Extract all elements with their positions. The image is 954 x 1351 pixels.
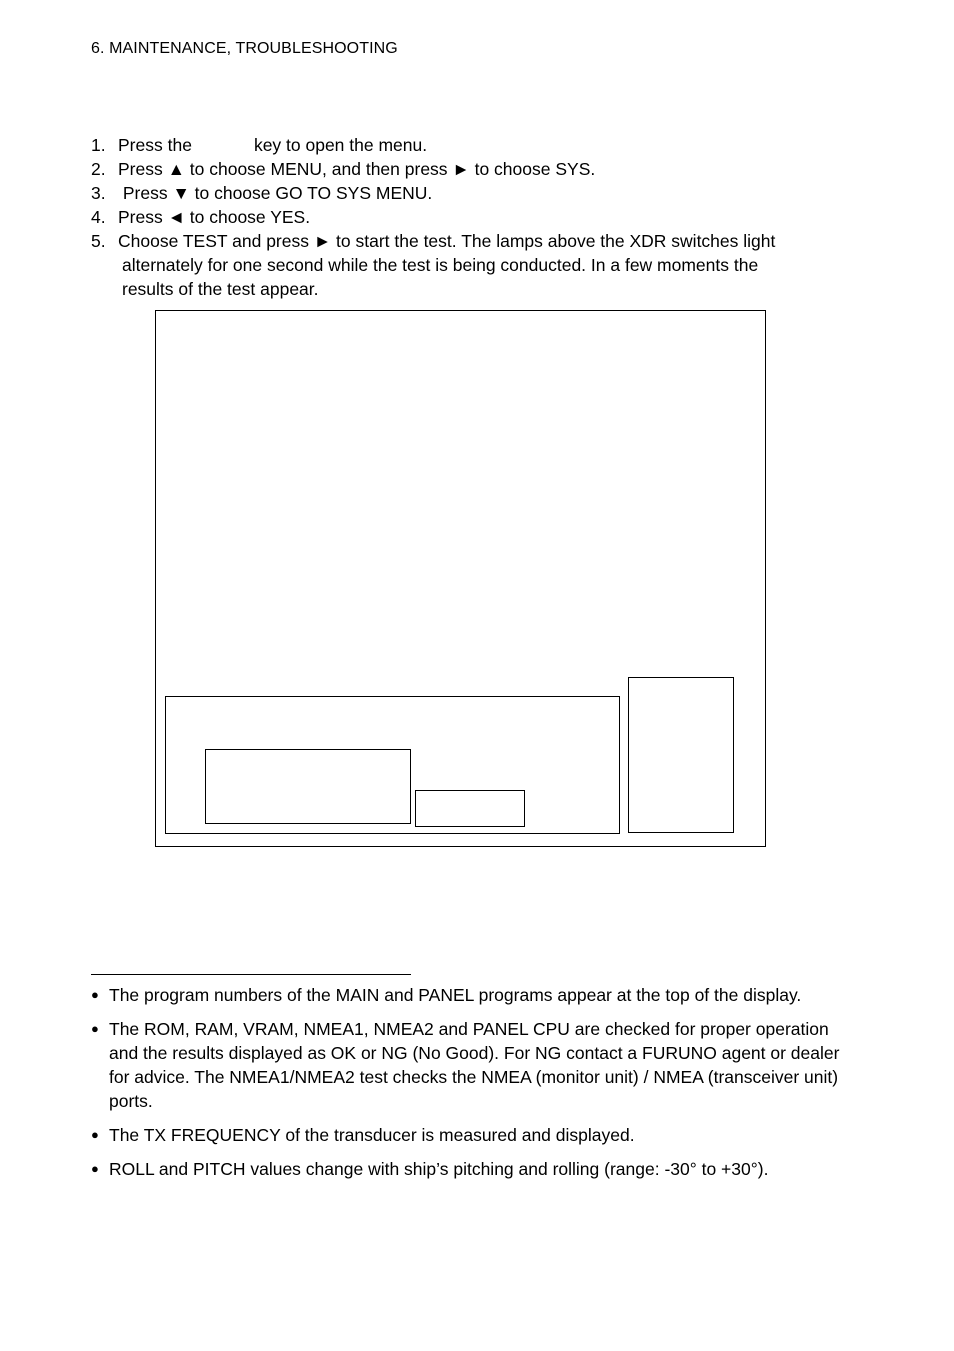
page-header: 6. MAINTENANCE, TROUBLESHOOTING — [91, 40, 398, 57]
bullet-icon: ● — [91, 1161, 99, 1176]
side-panel — [628, 677, 734, 833]
step-5 — [91, 229, 851, 253]
results-small-box — [415, 790, 525, 827]
step-3 — [91, 181, 851, 205]
section-divider — [91, 974, 411, 975]
step-number: 2. — [91, 159, 106, 179]
note-item — [91, 983, 861, 1007]
step-text: Choose TEST and press ► to start the test. The lamps above the XDR switches light — [118, 231, 776, 251]
step-5-continued: alternately for one second while the test is being conducted. In a few moments the — [122, 255, 759, 275]
note-text: The program numbers of the MAIN and PANEL programs appear at the top of the display. — [109, 985, 802, 1005]
step-number: 5. — [91, 231, 106, 251]
step-4 — [91, 205, 851, 229]
step-text-after-key: key to open the menu. — [253, 135, 428, 155]
note-item — [91, 1123, 861, 1147]
note-text: The ROM, RAM, VRAM, NMEA1, NMEA2 and PANEL CPU are checked for proper operation and the results displayed as OK or NG (No Good). For NG contact a FURUNO agent or dealer for advice. The NMEA1/NMEA2 test checks the NMEA (monitor unit) / NMEA (transceiver unit) ports. — [109, 1019, 840, 1111]
note-text: ROLL and PITCH values change with ship’s pitching and rolling (range: -30° to +30°). — [109, 1159, 769, 1179]
step-2 — [91, 157, 851, 181]
bullet-icon: ● — [91, 1127, 99, 1142]
bullet-icon: ● — [91, 987, 99, 1002]
notes-list — [91, 983, 861, 1191]
step-text-before-key: Press the — [118, 135, 192, 155]
step-number: 1. — [91, 135, 106, 155]
step-number: 4. — [91, 207, 106, 227]
note-text: The TX FREQUENCY of the transducer is measured and displayed. — [109, 1125, 635, 1145]
step-text: Press ◄ to choose YES. — [118, 207, 311, 227]
bullet-icon: ● — [91, 1021, 99, 1036]
step-number: 3. — [91, 183, 106, 203]
step-text: Press ▲ to choose MENU, and then press ► to choose SYS. — [118, 159, 596, 179]
procedure-steps — [91, 133, 851, 301]
results-subpanel — [205, 749, 411, 824]
step-text: Press ▼ to choose GO TO SYS MENU. — [118, 183, 433, 203]
step-5-continued: results of the test appear. — [122, 279, 319, 299]
note-item — [91, 1157, 861, 1181]
note-item — [91, 1017, 861, 1113]
step-1 — [91, 133, 851, 157]
test-results-display — [155, 310, 766, 847]
